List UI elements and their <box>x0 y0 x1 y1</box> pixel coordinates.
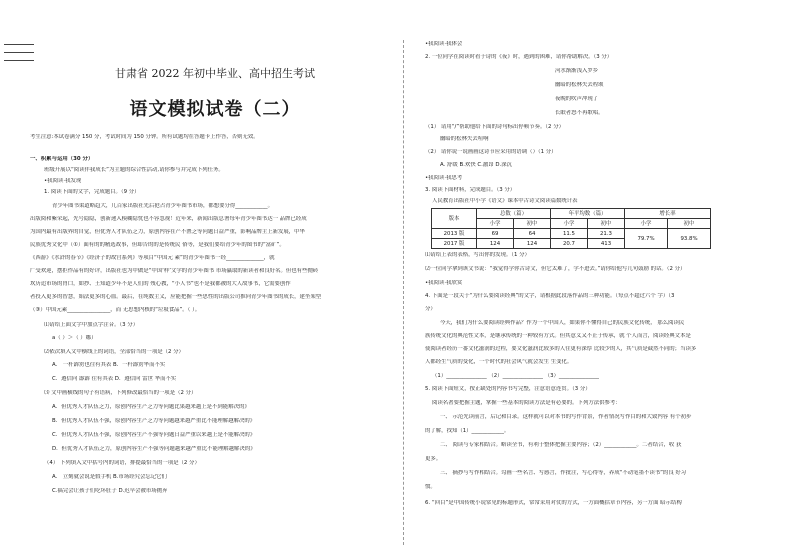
table-cell: 69 <box>477 229 514 239</box>
passage-line: 今天，我们为什么要阅读经典作品？作为一个中国人，如果你不懂得自己的民族文化传统， 那么阅读民 <box>440 320 685 326</box>
table-cell: 2017 版 <box>432 239 477 249</box>
column-separator <box>403 40 404 545</box>
activity-intro: 班级开展以“阅读伴我成长”为主题的综合性活动,请你参与并完成下列任务。 <box>44 167 224 173</box>
passage-line: 坎历追市场的胃口，如抄、王知道少年不是人们的 残心教，“小人书”也不是我都被的大人故事书，它需要创作 <box>30 281 291 287</box>
subsection-heading: •我阅读·我欣赏 <box>425 280 463 286</box>
poem-line: 幽暗的松林失去喧响 <box>440 136 489 142</box>
table-caption: 人民教育出版社中小学《语文》课本中古诗文阅读篇数统计表 <box>432 198 578 204</box>
table-header-cell: 初中 <box>668 219 711 229</box>
table-header-cell: 年平均数（篇） <box>551 209 625 219</box>
question-4-stem: 4. 下面是一段关于“为什么要阅读经典”的文字，请根据此段落作品的三种功能。（每点不超过六个 字）（3 <box>425 293 675 299</box>
answer-option: C．遵信向 霹霹 往有其表 D．遵信向 雷世 华而不实 <box>52 376 177 382</box>
passage-line: 阅读名著要把握主题，掌握一些基本的阅读方法是有必要的。下列方法供参考： <box>432 400 621 406</box>
subsection-heading: •我阅读·我体会 <box>425 41 463 47</box>
subsection-heading: •我阅读·我发现 <box>44 178 82 184</box>
table-header-cell: 小学 <box>551 219 588 229</box>
table-cell: 11.5 <box>551 229 588 239</box>
passage-line: 的了解，找知（1）____________。 <box>425 428 510 434</box>
question-4-stem: 分） <box>425 306 436 312</box>
table-cell: 124 <box>477 239 514 249</box>
passage-line: 者投入更多的智慧，始法更多的心血。最后，在纯数主义，应能把握一些思性的出版公司推向青少年图书的成长，建坐架型 <box>30 294 322 300</box>
answer-option: C.搞完会让孩子们吃坏肚子 D.迟早会被市场抛弃 <box>52 488 168 494</box>
passage-line: 族传统文化的典范性文本，是继承传统的一种较有方式。但其意义又不止于传承，就 个人而言，阅读经典文本是 <box>425 333 691 339</box>
answer-option: B．但优秀人才队伍不强，原创内容生产乏力等问题越来越严重比不能理解越解决的》 <box>52 418 256 424</box>
passage-line: 青少年图书渠道略趋大，几百家出版社先后抢占青少年图书市场，都想要分得____________。 <box>52 203 274 209</box>
sub-question: （2） 请你说一说画画这诗节应采用的语调（）（1 分） <box>425 149 557 155</box>
sub-question: ⑴请给上面文字中加点字注音。（3 分） <box>44 322 139 328</box>
passage-line: 一、 示范先读前言，后记和目录。这样就可以对本书的写作背景，作者情况写作目的和大致内容 有个初步 <box>440 414 692 420</box>
passage-line: 使阅读者经历一番文化滋润的过程，要文化滋润比较多的人往更有深厚 比较少的人，其气质是截然不同的；当读多 <box>425 346 697 352</box>
table-header-cell: 小学 <box>625 219 668 229</box>
pinyin-blank: a（ ）＞（ ）娜） <box>52 335 97 341</box>
passage-line: （③）中国元素________________，而 无思想内核的“垃圾食品”。（ ）。 <box>30 307 201 313</box>
table-cell: 79.7% <box>625 229 668 249</box>
passage-line: 更多。 <box>425 456 442 462</box>
statistics-table <box>431 208 711 249</box>
sub-question: ⑵依次填入文中横线上的词语，全部恰当的一项是（2 分） <box>44 349 184 355</box>
question-3-stem: 3. 阅读下面材料，完成题目。（3 分） <box>425 187 516 193</box>
sub-question: （1） 请用“/”帮助他给下面的诗句标出停顿节奏。（2 分） <box>425 124 564 130</box>
passage-line: 为国内最有出版界的自觉，但优秀人才队伍乏力，原创内容在产不匮乏等问题日益严重，影响品牌主上新发展，中华 <box>30 229 305 235</box>
answer-blanks: （1）_______________ （2）_______________ （3）_______________ <box>432 373 600 379</box>
table-cell: 2013 版 <box>432 229 477 239</box>
passage-line: 二、 阅读与专家相结合。略读全书，有利于整体把握主要内容；（2）____________。二者结合，收 获 <box>440 442 682 448</box>
sub-question: ⑶ 文中画横线的句子有语病，下列修改最恰当的一项是（2 分） <box>44 390 197 396</box>
answer-option: C．但优秀人才队伍不强，原创内容生产不强等问题日益严重以来越上是不能解决的》 <box>52 432 256 438</box>
passage-line: 惯。 <box>425 484 436 490</box>
passage-line: 民族优秀文化中（①）面有的的精选故事，但却告的的是传统民 俗等，是我们要给青少年的图书的“富矿”。 <box>30 242 285 248</box>
passage-line: 出版阅和紫荣起，先号隐隐，创新递入模糊隐忧也不容忽视！近年来，新闻出版总署每年青少年图书达一 品牌已经成 <box>30 216 307 222</box>
poem-line: 夜晚的吹声冲现了 <box>555 96 599 102</box>
binding-line <box>4 52 34 53</box>
binding-line <box>4 60 34 61</box>
poem-line: 长眠者怒不再歌唱。 <box>555 110 604 116</box>
table-header-cell: 初中 <box>588 219 625 229</box>
paper-title: 语文模拟试卷（二） <box>129 99 301 120</box>
question-6-stem: 6. “回目”是中国传统小说常见的标题形式，常常采用对仗的方式，一方面概括章节内容，另一方面 暗示结构 <box>425 500 682 506</box>
table-cell: 93.8% <box>668 229 711 249</box>
sub-question: （4） 下列填入文中括号内的词语，排提最恰当的一项是（2 分） <box>44 460 200 466</box>
table-cell: 21.3 <box>588 229 625 239</box>
table-header-cell: 增长率 <box>625 209 711 219</box>
poem-line: 河水渐渐浅入罗乡 <box>555 68 599 74</box>
poem-line: 幽暗的松林失去程颂 <box>555 82 604 88</box>
table-cell: 20.7 <box>551 239 588 249</box>
passage-line: 广受欢迎，摆拒作品有的好评，出版社也为中做是“中国‘样’文学的青少年图书 市场赢取的新读者和良好名。但也有些抛砖 <box>30 268 319 274</box>
table-cell: 64 <box>514 229 551 239</box>
sub-question: ⑴请给上表的表格，写出你的发现。（1 分） <box>425 252 530 258</box>
passage-line: 人都经生气质的变化，一个时代的社会风气就会发生 生变化。 <box>425 359 573 365</box>
table-cell: 413 <box>588 239 625 249</box>
table-header-cell: 初中 <box>514 219 551 229</box>
table-header-cell: 版本 <box>432 209 477 229</box>
table-cell: 124 <box>514 239 551 249</box>
table-header-cell: 小学 <box>477 219 514 229</box>
section-heading: 一、积累与运用（30 分） <box>30 156 94 162</box>
sub-question: ⑵一位同学拿到该文书说：“我觉得学你古诗文，但它太难了，学不进去。”请你给他写几句鼓励 的话。（2 分） <box>425 266 686 272</box>
exam-notice: 考生注意:本试卷满分 150 分，考试时间为 150 分钟。所有试题均在答题卡上作答，否则无效。 <box>30 134 259 140</box>
subsection-heading: •我阅读·我思考 <box>425 175 463 181</box>
question-5-stem: 5. 阅读下面短文，按正缺处的内容书写完整，注意语意连贯。（3 分） <box>425 386 591 392</box>
answer-option: A．但优秀人才队伍乏力，原创内容生产乏力等问题比果越来越上是不到能解决的》 <box>52 404 250 410</box>
question-2-stem: 2. 一位同学在阅读时看于诗的《夜》时，遇到的困难，请你帮助解决。（3 分） <box>425 54 613 60</box>
question-1-stem: 1. 阅读下面的文字，完成题目。（9 分） <box>44 189 140 195</box>
answer-option: A. 舒缓 B.欢快 C.激昂 D.深沉 <box>440 162 513 168</box>
passage-line: 三、 摘抄与写作相结合。勾画一些名言、写感言，作批注，写心得等，养成“不动笔墨不读书”的良 好习 <box>440 470 687 476</box>
answer-option: D．但优秀人才队伍乏力，原创内容生产不强等问题越来越严重比不能理解越解决的》 <box>52 446 256 452</box>
answer-option: A． 一杆霹雳也往有其表 B．一杆霹雳华而不实 <box>52 362 166 368</box>
exam-title: 甘肃省 2022 年初中毕业、高中招生考试 <box>115 67 315 80</box>
table-header-cell: 总数（篇） <box>477 209 551 219</box>
answer-option: A． 立刻就会说是假手机 B.市场经究会忘记它们 <box>52 474 167 480</box>
passage-line: 《西游》《水浒的春节》《经济子的故宫系列》等项目“中国元 素”的青少年图书一经______________，就 <box>30 255 275 261</box>
binding-line <box>4 44 34 45</box>
